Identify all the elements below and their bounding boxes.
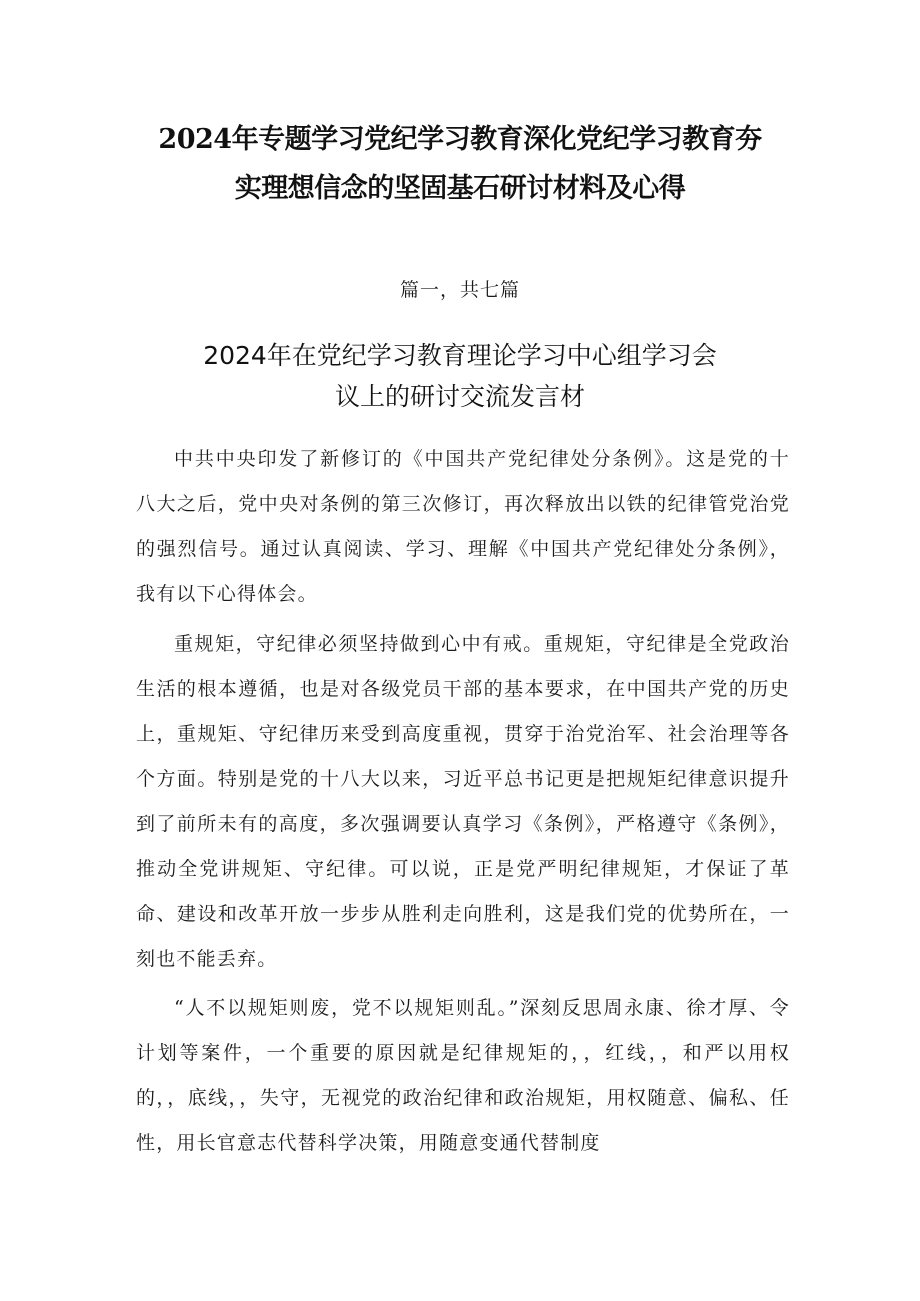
article-subtitle-line-1: 2024年在党纪学习教育理论学习中心组学习会 [203,341,717,370]
article-subtitle [150,335,770,417]
document-title-line-1: 2024年专题学习党纪学习教育深化党纪学习教育夯 [158,124,762,155]
body-paragraph-1: 中共中央印发了新修订的《中国共产党纪律处分条例》。这是党的十八大之后，党中央对条例的第三次修订，再次释放出以铁的纪律管党治党的强烈信号。通过认真阅读、学习、理解《中国共产党纪律处分条例》，我有以下心得体会。 [136,448,790,605]
body-paragraph-3: “人不以规矩则废，党不以规矩则乱。”深刻反思周永康、徐才厚、令计划等案件，一个重要的原因就是纪律规矩的，，红线，，和严以用权的，，底线，，失守，无视党的政治纪律和政治规矩，用权随意、偏私、任性，用长官意志代替科学决策，用随意变通代替制度 [136,997,790,1154]
document-title [120,115,800,213]
document-title-line-2: 实理想信念的坚固基石研讨材料及心得 [234,173,686,204]
article-subtitle-line-2: 议上的研讨交流发言材 [334,382,585,411]
body-paragraph-2: 重规矩，守纪律必须坚持做到心中有戒。重规矩，守纪律是全党政治生活的根本遵循，也是对各级党员干部的基本要求，在中国共产党的历史上，重规矩、守纪律历来受到高度重视，贯穿于治党治军、社会治理等各个方面。特别是党的十八大以来，习近平总书记更是把规矩纪律意识提升到了前所未有的高度，多次强调要认真学习《条例》，严格遵守《条例》，推动全党讲规矩、守纪律。可以说，正是党严明纪律规矩，才保证了革命、建设和改革开放一步步从胜利走向胜利，这是我们党的优势所在，一刻也不能丢弃。 [136,633,790,970]
section-label: 篇一，共七篇 [399,279,520,301]
